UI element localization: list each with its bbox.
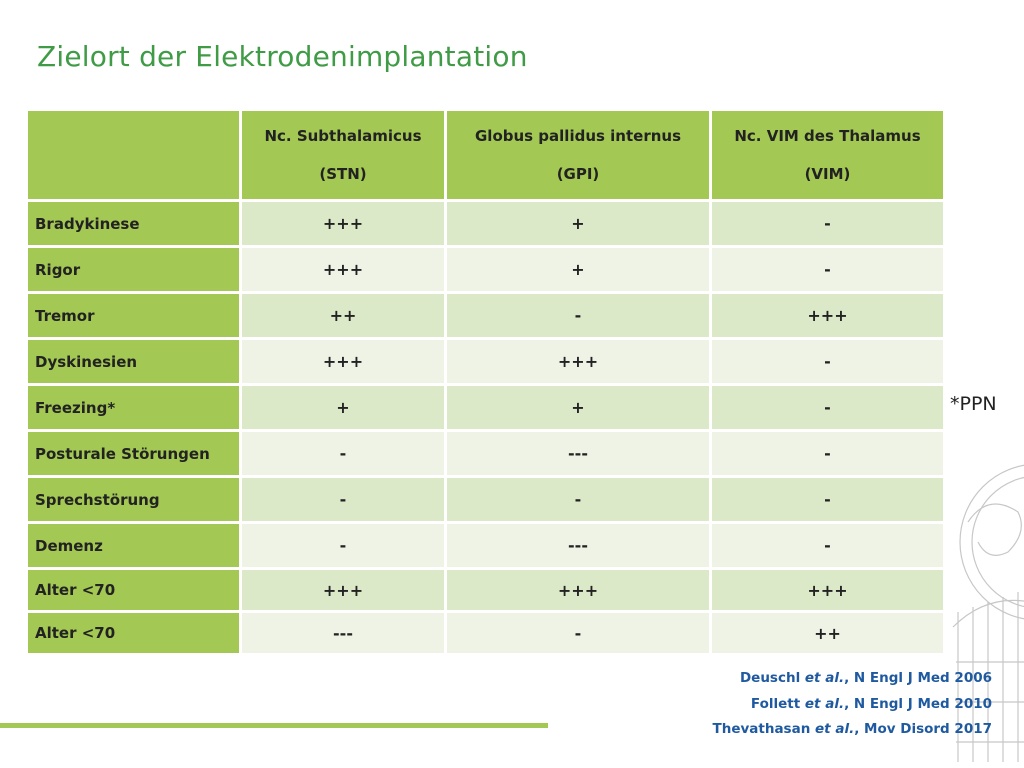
reference-etal: et al.	[804, 670, 845, 686]
table-row	[28, 386, 943, 429]
reference-line	[713, 692, 993, 718]
table-row	[28, 570, 943, 610]
cell-stn: -	[242, 432, 444, 475]
cell-gpi: ---	[447, 432, 709, 475]
cell-stn: +++	[242, 340, 444, 383]
cell-gpi: -	[447, 613, 709, 653]
cell-gpi: +	[447, 248, 709, 291]
cell-vim: ++	[712, 613, 943, 653]
table-row	[28, 340, 943, 383]
reference-source: , N Engl J Med 2010	[844, 695, 992, 712]
cell-stn: -	[242, 524, 444, 567]
cell-stn: +++	[242, 248, 444, 291]
column-header-vim	[712, 111, 943, 199]
cell-gpi: ---	[447, 524, 709, 567]
cell-stn: ---	[242, 613, 444, 653]
table-row	[28, 478, 943, 521]
table-header-row	[28, 111, 943, 199]
cell-vim: +++	[712, 570, 943, 610]
row-label: Freezing*	[28, 386, 239, 429]
references-block	[713, 666, 993, 743]
row-label: Sprechstörung	[28, 478, 239, 521]
row-label: Rigor	[28, 248, 239, 291]
cell-stn: +++	[242, 570, 444, 610]
cell-stn: ++	[242, 294, 444, 337]
table-row	[28, 294, 943, 337]
row-label: Bradykinese	[28, 202, 239, 245]
column-header-gpi-abbr: (GPI)	[556, 165, 600, 183]
cell-gpi: +	[447, 202, 709, 245]
cell-gpi: -	[447, 478, 709, 521]
cell-gpi: -	[447, 294, 709, 337]
row-label: Alter <70	[28, 570, 239, 610]
column-header-stn-name: Nc. Subthalamicus	[264, 127, 422, 145]
cell-vim: -	[712, 386, 943, 429]
row-label: Tremor	[28, 294, 239, 337]
cell-vim: -	[712, 478, 943, 521]
row-label: Posturale Störungen	[28, 432, 239, 475]
cell-vim: +++	[712, 294, 943, 337]
reference-source: , N Engl J Med 2006	[844, 670, 992, 686]
reference-author: Thevathasan	[712, 721, 811, 737]
reference-source: , Mov Disord 2017	[854, 721, 992, 737]
slide-title: Zielort der Elektrodenimplantation	[37, 40, 528, 73]
cell-vim: -	[712, 202, 943, 245]
cell-vim: -	[712, 248, 943, 291]
column-header-vim-name: Nc. VIM des Thalamus	[734, 127, 921, 145]
cell-gpi: +	[447, 386, 709, 429]
reference-line	[713, 717, 993, 743]
table-row	[28, 613, 943, 653]
table-row	[28, 432, 943, 475]
row-label: Alter <70	[28, 613, 239, 653]
reference-etal: et al.	[815, 721, 855, 737]
cell-vim: -	[712, 524, 943, 567]
column-header-stn-abbr: (STN)	[319, 165, 367, 183]
row-label: Demenz	[28, 524, 239, 567]
footer-accent-bar	[0, 723, 548, 728]
ppn-footnote: *PPN	[950, 393, 997, 415]
table-row	[28, 248, 943, 291]
column-header-stn	[242, 111, 444, 199]
reference-line	[713, 666, 993, 692]
column-header-gpi-name: Globus pallidus internus	[474, 127, 682, 145]
cell-stn: +	[242, 386, 444, 429]
header-corner-cell	[28, 111, 239, 199]
reference-etal: et al.	[804, 695, 845, 712]
table-row	[28, 202, 943, 245]
row-label: Dyskinesien	[28, 340, 239, 383]
electrode-target-table	[25, 108, 946, 656]
cell-vim: -	[712, 432, 943, 475]
table-row	[28, 524, 943, 567]
reference-author: Deuschl	[739, 670, 801, 686]
column-header-vim-abbr: (VIM)	[804, 165, 851, 183]
cell-gpi: +++	[447, 340, 709, 383]
cell-stn: -	[242, 478, 444, 521]
reference-author: Follett	[750, 695, 801, 712]
cell-vim: -	[712, 340, 943, 383]
cell-stn: +++	[242, 202, 444, 245]
column-header-gpi	[447, 111, 709, 199]
cell-gpi: +++	[447, 570, 709, 610]
